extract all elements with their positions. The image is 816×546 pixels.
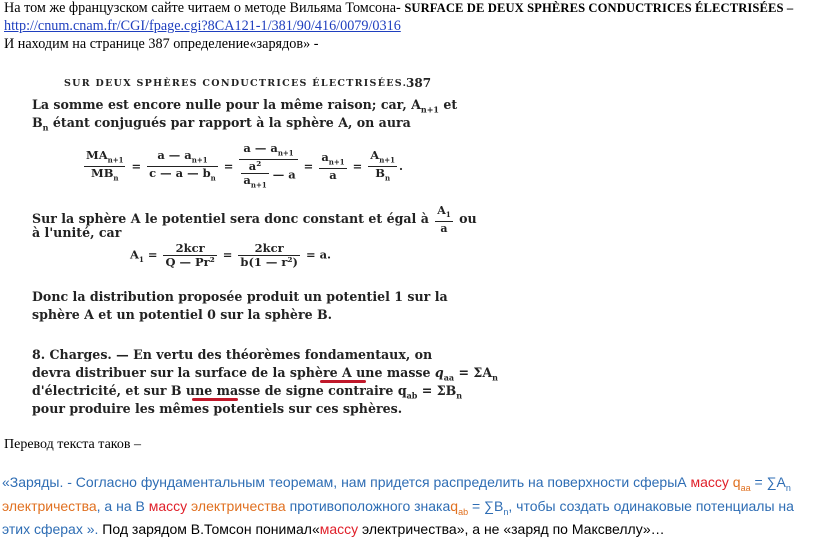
scan-paragraph-2b: à l'unité, car	[32, 225, 122, 240]
scan-page-number: 387	[406, 76, 432, 90]
source-link[interactable]: http://cnum.cnam.fr/CGI/fpage.cgi?8CA121-1/381/90/416/0079/0316	[4, 18, 401, 34]
scan-paragraph-2a: Sur la sphère A le potentiel sera donc constant et égal à $\frac{A_1}{a}$ ou	[32, 204, 477, 236]
scan-paragraph-4c: d'électricité, et sur B une masse de signe contraire $q_{ab} = \Sigma B_n$	[32, 383, 463, 401]
scan-paragraph-1b: $B_n$ étant conjugués par rapport à la sphère A, on aura	[32, 115, 411, 133]
translation-line-1: «Заряды. - Согласно фундаментальным теоремам, нам придется распределить на поверхности сферыА массу $q_{aa} = \sum A_n$	[2, 474, 791, 493]
scan-paragraph-4b: devra distribuer sur la surface de la sphère A une masse $q_{aa} = \Sigma A_n$	[32, 365, 498, 383]
masse-underline-2	[192, 398, 238, 401]
masse-underline-1	[320, 380, 366, 383]
scan-paragraph-4a: 8. Charges. — En vertu des théorèmes fondamentaux, on	[32, 347, 433, 362]
scanned-page-image	[14, 70, 498, 420]
scan-paragraph-1a: La somme est encore nulle pour la même raison; car, $A_{n+1}$ et	[32, 97, 458, 115]
scan-header: SUR DEUX SPHÈRES CONDUCTRICES ÉLECTRISÉES.	[64, 78, 408, 89]
translation-line-2: электричества, а на В массу электричества противоположного знакаq$_{ab}$ = $\sum B_n$, чтобы создать одинаковые потенциалы на	[2, 498, 794, 517]
intro-line-2	[4, 18, 401, 35]
scan-paragraph-3a: Donc la distribution proposée produit un potentiel 1 sur la	[32, 289, 448, 304]
scan-paragraph-3b: sphère A et un potentiel 0 sur la sphère B.	[32, 307, 333, 322]
intro-text: На том же французском сайте читаем о методе Вильяма Томсона-	[4, 0, 405, 16]
scan-equation-2: $A_1$ = $\frac{\text{2kcr}}{\text{Q — Pr²}}$ = $\frac{\text{2kcr}}{\text{b(1 — r²)}}$ = a.	[130, 241, 332, 269]
translation-heading: Перевод текста таков –	[4, 437, 141, 452]
scan-paragraph-4d: pour produire les mêmes potentiels sur ces sphères.	[32, 401, 403, 416]
intro-caps-title: SURFACE DE DEUX SPHÈRES CONDUCTRICES ÉLECTRISÉES –	[404, 1, 794, 15]
translation-line-3: этих сферах ». Под зарядом В.Томсон понимал«массу электричества», а не «заряд по Максвеллу»…	[2, 521, 665, 537]
scan-equation-1: $\frac{MA_{n+1}}{MB_n}$ = $\frac{a — a_{n+1}}{c — a — b_n}$ = a — $a_{n+1}$ $\frac{\text{a²}}{a_{n+1}}$ — a = $\frac{a_{n+1}}{a}$ = $\frac{A_{n+1}}{B_n}$ .	[86, 141, 404, 190]
intro-line-3: И находим на странице 387 определение«зарядов» -	[4, 36, 319, 52]
intro-line-1	[4, 0, 793, 17]
